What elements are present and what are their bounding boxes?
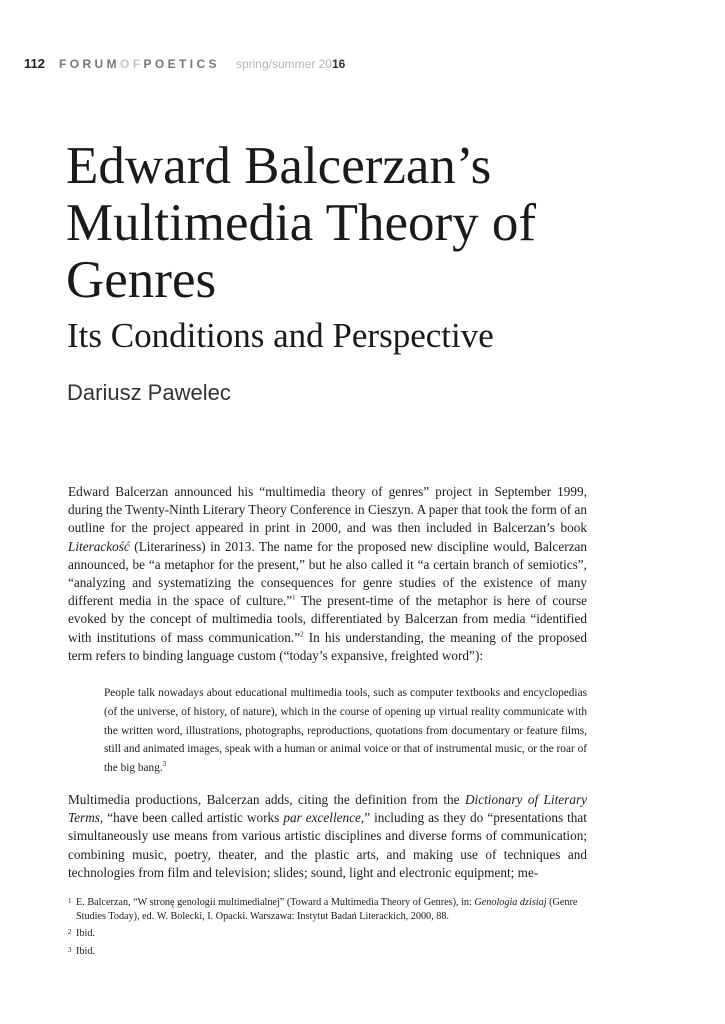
footnote-text: Ibid. — [76, 945, 95, 957]
dictionary-title-italic: Dictionary of Literary Terms — [68, 792, 587, 826]
issue-season — [236, 57, 345, 71]
journal-name-part1: FORUM — [58, 57, 120, 71]
footnote-ref-3[interactable]: 3 — [162, 760, 167, 769]
footnote-italic: Genologia dzisiaj — [474, 897, 547, 908]
page-number: 112 — [24, 56, 45, 71]
footnote-number: 1 — [68, 897, 72, 905]
footnote-number: 3 — [68, 945, 72, 954]
footnotes — [68, 896, 587, 962]
text-span: ,” including as they do “presentations that simultaneously use means from various artistic disciplines and diverse forms of communication; combining music, poetry, theater, and the plastic arts, and making use of techniques and technologies from film and television; slides; sound, light and electronic equipment; me- — [68, 810, 587, 880]
article-author: Dariusz Pawelec — [67, 380, 231, 405]
text-span: In his understanding, the meaning of the proposed term refers to binding language custom (“today’s expansive, freighted word”): — [68, 629, 587, 663]
text-span: Edward Balcerzan announced his “multimedia theory of genres” project in September 1999, during the Twenty-Ninth Literary Theory Conference in Cieszyn. A paper that took the form of an outline for the project appeared in print in 2000, and was then included in Balcerzan’s book — [68, 484, 587, 536]
footnote-ref-1[interactable]: 1 — [292, 593, 296, 602]
issue-season-text: spring/summer 20 — [235, 57, 332, 71]
book-title-italic: Literackość — [68, 538, 130, 554]
text-span: E. Balcerzan, “W stronę genologii multimedialnej” (Toward a Multimedia Theory of Genres), in: — [76, 897, 475, 908]
footnote-3 — [68, 945, 587, 959]
article-subtitle: Its Conditions and Perspective — [67, 316, 494, 355]
block-quote — [104, 684, 587, 778]
journal-name-part2: OF — [119, 57, 144, 71]
article-title: Edward Balcerzan’s Multimedia Theory of Genres — [66, 137, 537, 309]
footnote-number: 2 — [68, 928, 72, 937]
text-span: The present-time of the metaphor is here of course evoked by the concept of multimedia tools, differentiated by Balcerzan from media “identified with institutions of mass communication.” — [68, 593, 587, 645]
footnote-text — [76, 896, 587, 923]
body-paragraph-1 — [68, 483, 587, 665]
running-header — [24, 56, 345, 74]
text-span: , “have been called artistic works — [99, 810, 284, 826]
text-span: Multimedia productions, Balcerzan adds, citing the definition from the — [68, 792, 465, 807]
body-paragraph-2 — [68, 791, 587, 882]
footnote-1 — [68, 896, 587, 923]
footnote-2 — [68, 927, 587, 941]
text-span: (Genre Studies Today), ed. W. Bolecki, I. Opacki. Warszawa: Instytut Badań Literackich, 2000, 88. — [76, 897, 578, 922]
text-span: (Literariness) in 2013. The name for the proposed new discipline would, Balcerzan announced, be “a metaphor for the present,” but he also called it “a certain branch of semiotics”, “analyzing and systematizing the consequences for genre studies of the existence of many different media in the space of culture.” — [68, 538, 587, 609]
phrase-italic: par excellence — [283, 810, 361, 826]
footnote-ref-2[interactable]: 2 — [300, 630, 304, 639]
quote-text: People talk nowadays about educational multimedia tools, such as computer textbooks and encyclopedias (of the universe, of history, of nature), which in the course of opening up virtual reality communicate with the written word, illustrations, photographs, reproductions, quotations from documentary or feature films, still and animated images, speak with a human or animal voice or that of instrumental music, or the roar of the big bang. — [104, 687, 587, 775]
journal-name — [59, 57, 220, 71]
footnote-text: Ibid. — [76, 928, 95, 940]
journal-name-part3: POETICS — [143, 57, 220, 71]
issue-season-year: 16 — [331, 57, 346, 71]
